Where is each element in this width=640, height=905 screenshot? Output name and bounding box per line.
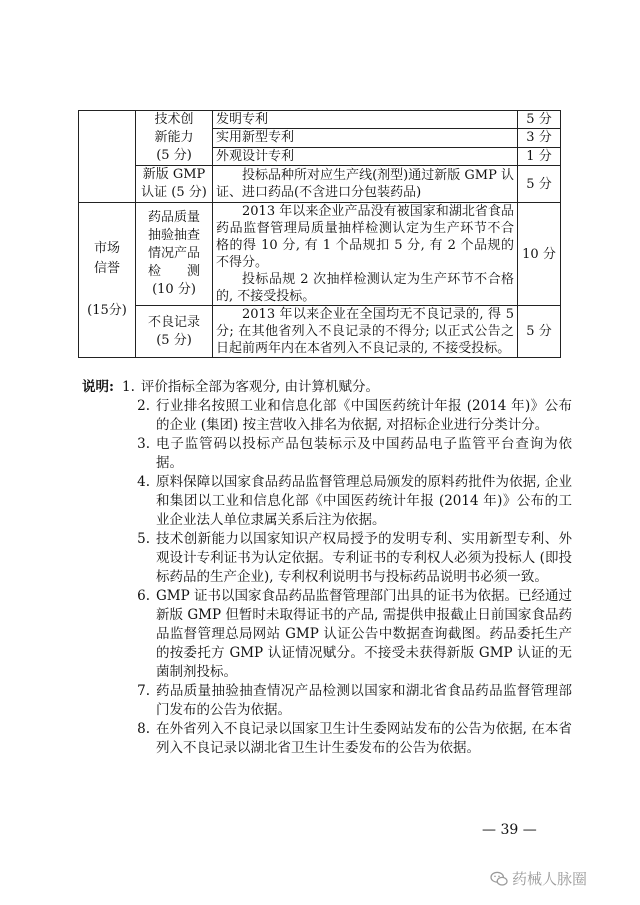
quality-paragraph-2: 投标品规 2 次抽样检测认定为生产环节不合格的, 不接受投标。 (216, 272, 514, 304)
criterion-text: 外观设计专利 (213, 147, 518, 165)
criterion-text: 发明专利 (213, 111, 518, 129)
table-row (79, 111, 561, 129)
note-item (82, 587, 572, 682)
criterion-points: 5 分 (518, 306, 561, 358)
note-text: 行业排名按照工业和信息化部《中国医药统计年报 (2014 年)》公布的企业 (集团) 按主营收入排名为依据, 对招标企业进行分类计分。 (156, 398, 572, 433)
note-item (82, 397, 572, 435)
criterion-text: 2013 年以来企业在全国均无不良记录的, 得 5 分; 在其他省列入不良记录的不得分; 以正式公告之日起前两年内在本省列入不良记录的, 不接受投标。 (213, 306, 518, 358)
market-reputation-label: 市场 信誉 (15分) (79, 203, 136, 358)
criterion-points: 5 分 (518, 166, 561, 203)
bad-record-label: 不良记录 (5 分) (136, 306, 213, 358)
criterion-text: 投标品种所对应生产线(剂型)通过新版 GMP 认证、进口药品(不含进口分包装药品) (213, 166, 518, 203)
criterion-points: 5 分 (518, 111, 561, 129)
gmp-label: 新版 GMP 认证 (5 分) (136, 166, 213, 203)
note-number: 6. (137, 588, 150, 604)
note-text: 原料保障以国家食品药品监督管理总局颁发的原料药批件为依据, 企业和集团以工业和信息化部《中国医药统计年报 (2014 年)》公布的工业企业法人单位隶属关系后注为依据。 (156, 474, 572, 528)
note-text: 在外省列入不良记录以国家卫生计生委网站发布的公告为依据, 在本省列入不良记录以湖北省卫生计生委发布的公告为依据。 (156, 721, 572, 756)
criterion-points: 10 分 (518, 203, 561, 306)
criterion-text (213, 203, 518, 306)
note-item (82, 682, 572, 720)
note-number: 3. (137, 436, 150, 452)
note-text: GMP 证书以国家食品药品监督管理部门出具的证书为依据。已经通过新版 GMP 但暂时未取得证书的产品, 需提供申报截止日前国家食品药品监督管理总局网站 GMP 认证公告中数据查询截图。药品委托生产的按委托方 GMP 认证情况赋分。不接受未获得新版 GMP 认证的无菌制剂投标。 (156, 588, 572, 680)
note-number: 5. (137, 531, 150, 547)
note-number: 7. (137, 683, 150, 699)
scoring-table (78, 110, 561, 358)
tech-innovation-label: 技术创 新能力 (5 分) (136, 111, 213, 166)
criterion-text: 实用新型专利 (213, 129, 518, 147)
note-number: 8. (137, 721, 150, 737)
quality-label: 药品质量 抽验抽查 情况产品 检 测 (10 分) (136, 203, 213, 306)
page-number: — 39 — (482, 822, 537, 838)
note-item (82, 435, 572, 473)
blank-category-cell (79, 111, 136, 203)
watermark-text: 药械人脉圈 (512, 870, 588, 888)
note-text: 技术创新能力以国家知识产权局授予的发明专利、实用新型专利、外观设计专利证书为认定依据。专利证书的专利权人必须为投标人 (即投标药品的生产企业), 专利权利说明书与投标药品说明书必须一致。 (156, 531, 572, 585)
note-text: 药品质量抽验抽查情况产品检测以国家和湖北省食品药品监督管理部门发布的公告为依据。 (156, 683, 572, 718)
notes-section (82, 378, 572, 758)
wechat-icon (490, 871, 508, 887)
note-item (82, 473, 572, 530)
note-number: 1. (122, 379, 135, 395)
note-item (82, 720, 572, 758)
note-number: 4. (137, 474, 150, 490)
quality-paragraph-1: 2013 年以来企业产品没有被国家和湖北省食品药品监督管理局质量抽样检测认定为生产环节不合格的得 10 分, 有 1 个品规扣 5 分, 有 2 个品规的不得分。 (216, 204, 514, 270)
notes-label: 说明: (82, 379, 114, 395)
note-item (82, 530, 572, 587)
note-text: 电子监管码以投标产品包装标示及中国药品电子监管平台查询为依据。 (156, 436, 572, 471)
criterion-points: 1 分 (518, 147, 561, 165)
note-number: 2. (137, 398, 150, 414)
note-item (82, 378, 572, 397)
note-text: 评价指标全部为客观分, 由计算机赋分。 (140, 379, 379, 395)
table-row (79, 166, 561, 203)
watermark (490, 868, 587, 889)
table-row (79, 306, 561, 358)
criterion-points: 3 分 (518, 129, 561, 147)
table-row (79, 203, 561, 306)
